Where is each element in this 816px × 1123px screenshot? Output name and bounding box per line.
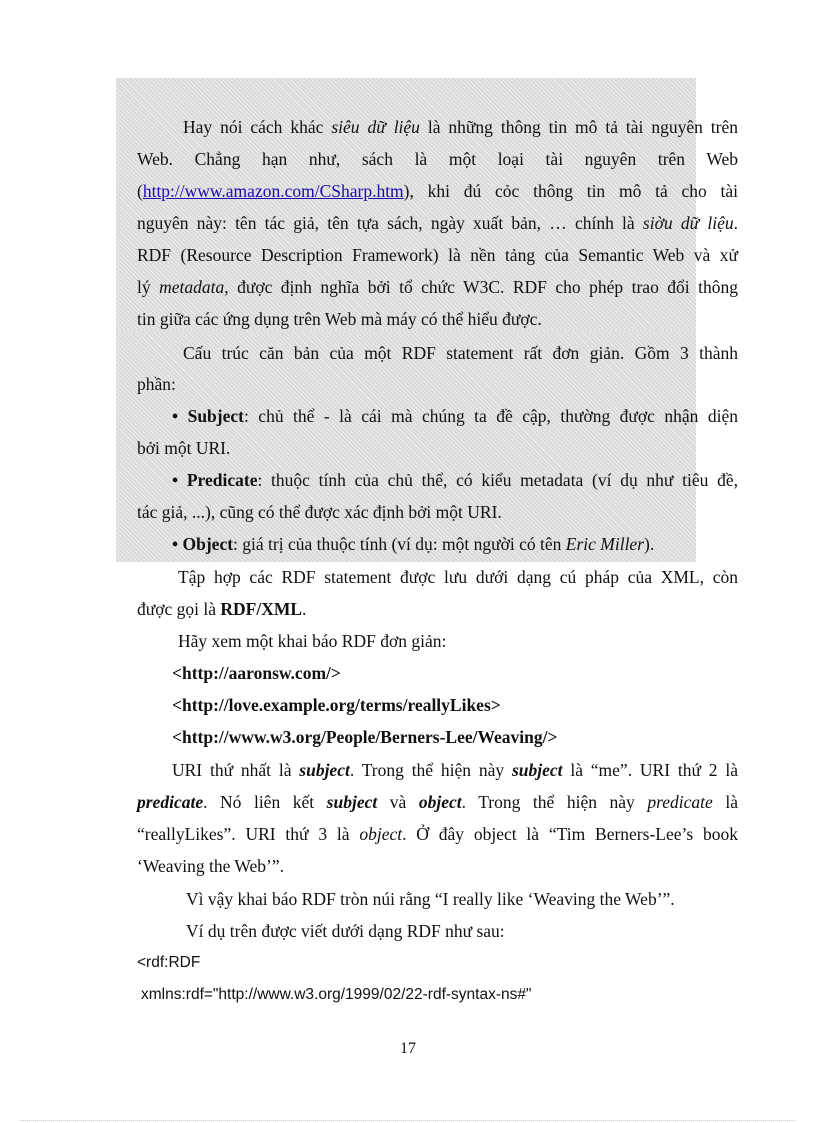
- para1-line7: tin giữa các ứng dụng trên Web mà máy có thể hiểu được.: [137, 309, 542, 329]
- para1-line4: nguyên này: tên tác giả, tên tựa sách, ngày xuất bản, … chính là siờu dữ liệu.: [137, 213, 738, 233]
- para2-line1: Cấu trúc căn bản của một RDF statement rất đơn giản. Gồm 3 thành: [183, 343, 738, 363]
- code-line2: xmlns:rdf="http://www.w3.org/1999/02/22-rdf-syntax-ns#": [141, 986, 532, 1003]
- predicate-bullet: • Predicate: thuộc tính của chủ thể, có kiểu metadata (ví dụ như tiêu đề,: [172, 470, 738, 490]
- uri-weaving: <http://www.w3.org/People/Berners-Lee/Weaving/>: [172, 727, 558, 747]
- para3-line2: được gọi là RDF/XML.: [137, 599, 307, 619]
- object-bullet: • Object: giá trị của thuộc tính (ví dụ: một người có tên Eric Miller).: [172, 534, 655, 554]
- para1-line1: Hay nói cách khác siêu dữ liệu là những thông tin mô tả tài nguyên trên: [183, 117, 738, 137]
- amazon-link[interactable]: http://www.amazon.com/CSharp.htm: [142, 181, 404, 201]
- uri-reallylikes: <http://love.example.org/terms/reallyLikes>: [172, 695, 501, 715]
- para5-line4: ‘Weaving the Web’”.: [137, 856, 285, 876]
- page-bottom-divider: [20, 1120, 796, 1121]
- code-line1: <rdf:RDF: [137, 954, 201, 971]
- subject-bullet-line2: bởi một URI.: [137, 438, 231, 458]
- para5-line2: predicate. Nó liên kết subject và object. Trong thể hiện này predicate là: [137, 792, 738, 812]
- para5-line1: URI thứ nhất là subject. Trong thể hiện này subject là “me”. URI thứ 2 là: [172, 760, 738, 780]
- para4-line1: Hãy xem một khai báo RDF đơn giản:: [178, 631, 447, 651]
- para2-line2: phần:: [137, 374, 176, 394]
- subject-bullet: • Subject: chủ thể - là cái mà chúng ta đề cập, thường được nhận diện: [172, 406, 739, 426]
- para5-line3: “reallyLikes”. URI thứ 3 là object. Ở đây object là “Tim Berners-Lee’s book: [137, 824, 738, 844]
- uri-aaronsw: <http://aaronsw.com/>: [172, 663, 341, 683]
- para1-line6: lý metadata, được định nghĩa bởi tổ chức W3C. RDF cho phép trao đổi thông: [137, 277, 738, 297]
- para1-line2: Web. Chẳng hạn như, sách là một loại tài nguyên trên Web: [137, 149, 738, 169]
- page-number: 17: [400, 1040, 416, 1057]
- predicate-bullet-line2: tác giả, ...), cũng có thể được xác định bởi một URI.: [137, 502, 502, 522]
- para3-line1: Tập hợp các RDF statement được lưu dưới dạng cú pháp của XML, còn: [178, 567, 738, 587]
- para6-line2: Ví dụ trên được viết dưới dạng RDF như sau:: [186, 921, 505, 941]
- para1-line5: RDF (Resource Description Framework) là nền tảng của Semantic Web và xử: [137, 245, 738, 265]
- para6-line1: Vì vậy khai báo RDF tròn núi rằng “I really like ‘Weaving the Web’”.: [186, 889, 675, 909]
- para1-line3: (http://www.amazon.com/CSharp.htm), khi đú cỏc thông tin mô tả cho tài: [137, 181, 738, 201]
